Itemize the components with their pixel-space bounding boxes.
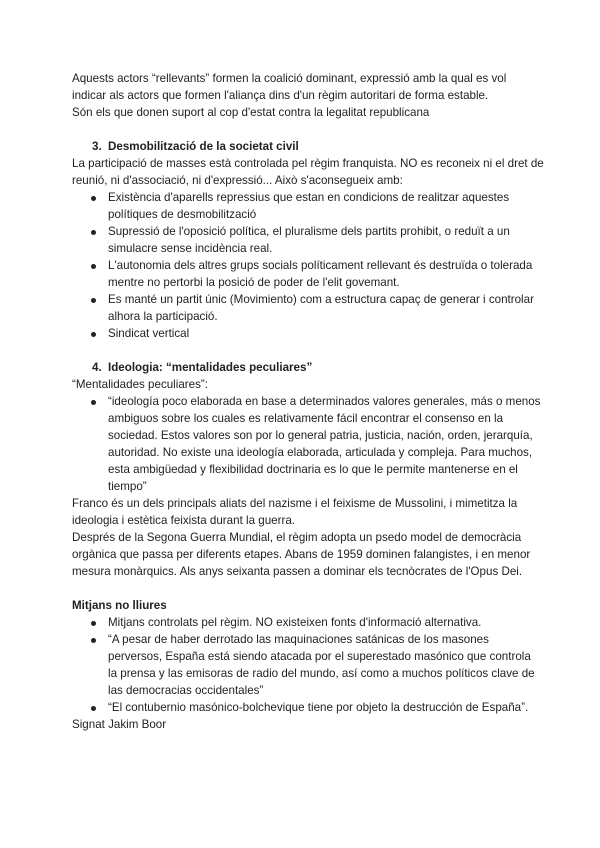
bullet-icon: [91, 298, 96, 303]
bullet-icon: [91, 264, 96, 269]
text-line: Signat Jakim Boor: [72, 718, 167, 731]
text-line: autoridad. No existe una ideología elaborada, articulada y compleja. Para muchos,: [108, 446, 533, 459]
text-line: mesura monàrquics. Als anys seixanta passen a dominar els tecnòcrates de l'Opus Dei.: [72, 565, 523, 578]
text-line: tiempo”: [108, 480, 147, 493]
text-line: “El contubernio masónico-bolchevique tiene por objeto la destrucción de España”.: [108, 701, 529, 714]
text-line: L'autonomia dels altres grups socials políticament rellevant és destruïda o tolerada: [108, 259, 533, 272]
section-heading: [72, 138, 542, 155]
text-line: indicar als actors que formen l'aliança dins d'un règim autoritari de forma estable.: [72, 89, 489, 102]
text-line: “ideología poco elaborada en base a determinados valores generales, más o menos: [108, 395, 541, 408]
text-line: las democracias occidentales”: [108, 684, 264, 697]
text-line: mentre no pertorbi la posició de poder de l'elit govemant.: [108, 276, 400, 289]
bullet-item: [72, 699, 542, 716]
text-line: perversos, España está siendo atacada por el superestado masónico que controla: [108, 650, 531, 663]
bullet-icon: [91, 638, 96, 643]
text-line: ambiguos sobre los cuales es relativamente fácil encontrar el consenso en la: [108, 412, 504, 425]
bullet-item: [72, 614, 542, 631]
text-line: Supressió de l'oposició política, el pluralisme dels partits prohibit, o reduït a un: [108, 225, 510, 238]
heading-number: 3.: [92, 140, 102, 153]
paragraph: [72, 495, 542, 529]
bullet-item: [72, 325, 542, 342]
text-line: Aquests actors “rellevants” formen la coalició dominant, expressió amb la qual es vol: [72, 72, 507, 85]
bullet-item: [72, 631, 542, 699]
spacer: [72, 580, 542, 597]
bullet-icon: [91, 230, 96, 235]
text-line: polítiques de desmobilització: [108, 208, 257, 221]
subheading: [72, 597, 542, 614]
text-line: La participació de masses està controlada pel règim franquista. NO es reconeix ni el dret de: [72, 157, 544, 170]
bullet-item: [72, 223, 542, 257]
bullet-item: [72, 393, 542, 495]
text-line: Franco és un dels principals aliats del nazisme i el feixisme de Mussolini, i mimetitza la: [72, 497, 518, 510]
text-line: Després de la Segona Guerra Mundial, el règim adopta un psedo model de democràcia: [72, 531, 522, 544]
bullet-item: [72, 257, 542, 291]
bullet-icon: [91, 400, 96, 405]
spacer: [72, 342, 542, 359]
text-line: esta ambigüedad y flexibilidad doctrinaria es lo que le permite mantenerse en el: [108, 463, 518, 476]
text-line: Ideologia: “mentalidades peculiares”: [108, 361, 313, 374]
text-line: “Mentalidades peculiares”:: [72, 378, 208, 391]
text-line: simulacre sense incidència real.: [108, 242, 273, 255]
paragraph: [72, 529, 542, 580]
bullet-icon: [91, 196, 96, 201]
text-line: Són els que donen suport al cop d'estat contra la legalitat republicana: [72, 106, 430, 119]
bullet-item: [72, 189, 542, 223]
paragraph: [72, 716, 542, 733]
paragraph: [72, 70, 542, 121]
text-line: Desmobilització de la societat civil: [108, 140, 299, 153]
document-page: [72, 70, 542, 733]
spacer: [72, 121, 542, 138]
heading-number: 4.: [92, 361, 102, 374]
text-line: alhora la participació.: [108, 310, 218, 323]
paragraph: [72, 155, 542, 189]
text-line: orgànica que passa per diferents etapes. Abans de 1959 dominen falangistes, i en menor: [72, 548, 531, 561]
text-line: “A pesar de haber derrotado las maquinaciones satánicas de los masones: [108, 633, 489, 646]
text-line: Existència d'aparells repressius que estan en condicions de realitzar aquestes: [108, 191, 510, 204]
text-line: Sindicat vertical: [108, 327, 190, 340]
bullet-item: [72, 291, 542, 325]
text-line: Es manté un partit únic (Movimiento) com a estructura capaç de generar i controlar: [108, 293, 534, 306]
text-line: ideologia i estètica feixista durant la guerra.: [72, 514, 295, 527]
paragraph: [72, 376, 542, 393]
text-line: la prensa y las emisoras de radio del mundo, así como a muchos políticos clave de: [108, 667, 535, 680]
bullet-icon: [91, 621, 96, 626]
text-line: Mitjans controlats pel règim. NO existeixen fonts d'informació alternativa.: [108, 616, 482, 629]
bullet-icon: [91, 332, 96, 337]
section-heading: [72, 359, 542, 376]
text-line: sociedad. Estos valores son por lo general patria, justicia, nación, orden, jerarquía,: [108, 429, 533, 442]
text-line: reunió, ni d'associació, ni d'expressió... Això s'aconsegueix amb:: [72, 174, 403, 187]
text-line: Mitjans no lliures: [72, 599, 167, 612]
bullet-icon: [91, 706, 96, 711]
